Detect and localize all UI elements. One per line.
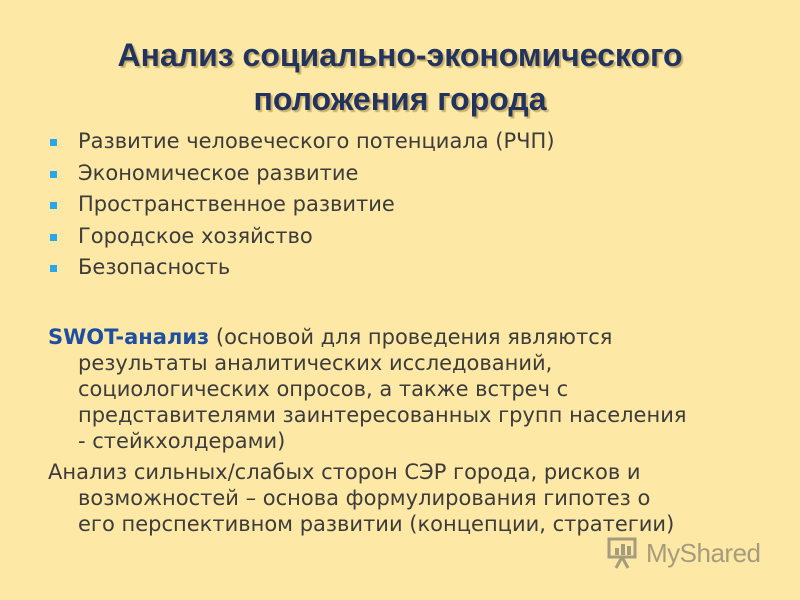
analysis-line: Анализ сильных/слабых сторон СЭР города, рисков и [48, 460, 641, 484]
slide-title [40, 33, 760, 121]
swot-continuation [48, 350, 778, 454]
swot-line: результаты аналитических исследований, [78, 351, 553, 375]
myshared-watermark [606, 536, 761, 570]
topic-label: Пространственное развитие [78, 192, 395, 216]
square-bullet-icon [50, 171, 57, 178]
topic-label: Городское хозяйство [78, 223, 313, 248]
analysis-continuation [48, 485, 778, 537]
analysis-paragraph [48, 459, 778, 537]
topic-item [46, 158, 555, 190]
topic-item [46, 126, 555, 158]
swot-term: SWOT-анализ [48, 325, 210, 349]
analysis-line: возможностей – основа формулирования гипотез о [78, 486, 651, 510]
square-bullet-icon [50, 139, 57, 146]
title-line-2: положения города [253, 81, 547, 118]
swot-line: представителями заинтересованных групп населения [78, 403, 687, 427]
swot-paragraph [48, 324, 778, 454]
analysis-line: его перспективном развитии (концепции, стратегии) [78, 512, 675, 536]
watermark-text: MyShared [646, 537, 761, 568]
topic-label: Экономическое развитие [78, 160, 359, 185]
square-bullet-icon [50, 265, 57, 272]
topic-item [46, 221, 555, 253]
square-bullet-icon [50, 234, 57, 241]
swot-line: социологических опросов, а также встреч с [78, 377, 569, 401]
swot-first-line-rest: (основой для проведения являются [209, 325, 613, 349]
swot-line: - стейкхолдерами) [78, 429, 286, 453]
topic-list [46, 126, 555, 284]
presentation-board-icon [606, 536, 642, 570]
topic-item [46, 252, 555, 284]
topic-label: Безопасность [78, 255, 231, 279]
square-bullet-icon [50, 202, 57, 209]
title-line-1: Анализ социально-экономического [117, 37, 683, 74]
topic-label: Развитие человеческого потенциала (РЧП) [78, 129, 555, 153]
topic-item [46, 189, 555, 221]
swot-first-line [48, 324, 778, 350]
